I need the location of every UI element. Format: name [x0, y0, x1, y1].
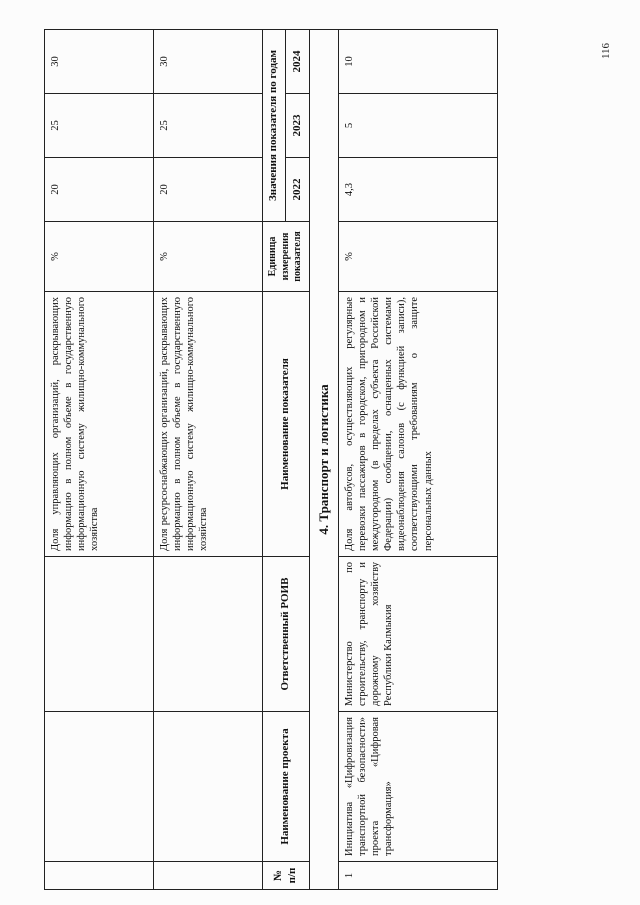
value-2022-cell: 4,3	[338, 158, 497, 222]
header-indicator: Наименование показателя	[263, 292, 310, 557]
table-row	[45, 30, 154, 890]
value-2024-cell: 30	[45, 30, 154, 94]
table-row	[154, 30, 263, 890]
indicator-cell: Доля ресурсоснабжающих организаций, раскрывающих информацию в полном объеме в государственную информационную систему жилищно-коммунального хозяйства	[154, 292, 263, 557]
table-row	[338, 30, 497, 890]
header-row	[263, 30, 286, 890]
rotated-table-container	[44, 30, 434, 890]
header-values-by-year: Значения показателя по годам	[263, 30, 286, 222]
header-year-2024: 2024	[286, 30, 309, 94]
section-title: 4. Транспорт и логистика	[309, 30, 338, 890]
indicator-cell: Доля управляющих организаций, раскрывающих информацию в полном объеме в государственную информационную систему жилищно-коммунального хозяйства	[45, 292, 154, 557]
roiv-cell: Министерство по строительству, транспорту и дорожному хозяйству Республики Калмыкия	[338, 557, 497, 712]
indicator-cell: Доля автобусов, осуществляющих регулярные перевозки пассажиров в городском, пригородном и междугородном (в пределах субъекта Российской Федерации) сообщении, оснащенных системами видеонаблюдения салонов (с функцией записи), соответствующими требованиям о защите персональных данных	[338, 292, 497, 557]
value-2023-cell: 5	[338, 94, 497, 158]
unit-cell: %	[45, 222, 154, 292]
unit-cell: %	[338, 222, 497, 292]
section-row	[309, 30, 338, 890]
header-unit: Единица измерения показателя	[263, 222, 310, 292]
unit-cell: %	[154, 222, 263, 292]
page-number: 116	[600, 42, 613, 60]
value-2022-cell: 20	[45, 158, 154, 222]
value-2023-cell: 25	[154, 94, 263, 158]
row-number: 1	[338, 862, 497, 890]
header-project: Наименование проекта	[263, 712, 310, 862]
header-year-2022: 2022	[286, 158, 309, 222]
value-2024-cell: 10	[338, 30, 497, 94]
header-year-2023: 2023	[286, 94, 309, 158]
indicators-table	[44, 29, 498, 890]
value-2024-cell: 30	[154, 30, 263, 94]
header-roiv: Ответственный РОИВ	[263, 557, 310, 712]
value-2023-cell: 25	[45, 94, 154, 158]
project-cell: Инициатива «Цифровизация транспортной безопасности» проекта «Цифровая трансформация»	[338, 712, 497, 862]
value-2022-cell: 20	[154, 158, 263, 222]
header-num: № п/п	[263, 862, 310, 890]
